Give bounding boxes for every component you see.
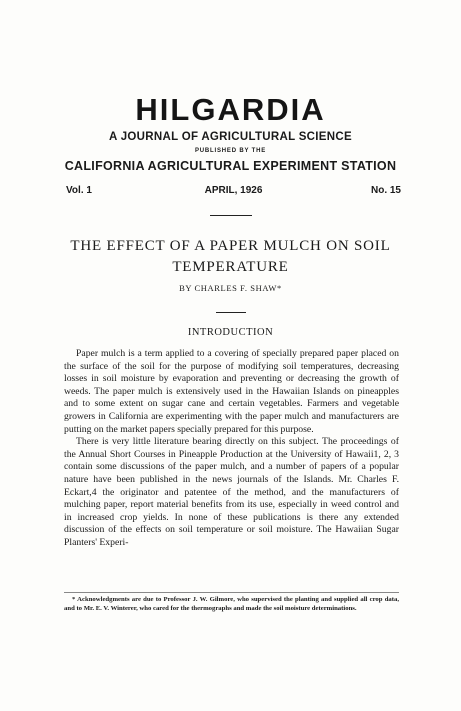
section-heading: INTRODUCTION [187, 327, 274, 338]
acknowledgment-footnote: * Acknowledgments are due to Professor J. W. Gilmore, who supervised the planting and supplied all crop data, and to Mr. E. V. Winterer, who cared for the thermographs and made the soil moisture determinations. [64, 596, 399, 612]
article-title: THE EFFECT OF A PAPER MULCH ON SOIL TEMPERATURE [70, 238, 391, 275]
journal-title: HILGARDIA [135, 92, 326, 127]
article-body [64, 348, 399, 550]
issue-date: APRIL, 1926 [204, 185, 263, 196]
article-author: BY CHARLES F. SHAW* [179, 283, 282, 293]
volume-label: Vol. 1 [66, 185, 92, 196]
journal-subtitle: A JOURNAL OF AGRICULTURAL SCIENCE [109, 131, 352, 143]
author-divider [216, 312, 246, 313]
body-paragraph: There is very little literature bearing directly on this subject. The proceedings of the Annual Short Courses in Pineapple Production at the University of Hawaii1, 2, 3 contain some discussions of the paper mulch, and a number of papers of a popular nature have been published in the news journals of the Islands. Mr. Charles F. Eckart,4 the originator and patentee of the method, and the manufacturers of mulching paper, report material benefits from its use, especially in weed control and in increased crop yields. In none of these publications is there any extended discussion of the effects on soil temperature or soil moisture. The Hawaiian Sugar Planters' Experi- [64, 436, 399, 548]
body-paragraph: Paper mulch is a term applied to a covering of specially prepared paper placed on the surface of the soil for the purpose of modifying soil temperatures, decreasing losses in soil moisture by evaporation and preventing or decreasing the growth of weeds. The paper mulch is extensively used in the Hawaiian Islands on pineapples and to some extent on sugar cane and certain vegetables. Farmers and vegetable growers in California are experimenting with the paper mulch and manufacturers are putting on the market papers specially prepared for this purpose. [64, 348, 399, 435]
footnote-divider [64, 592, 399, 593]
issue-number: No. 15 [370, 185, 401, 196]
published-by-line: PUBLISHED BY THE [194, 148, 267, 154]
header-divider [210, 215, 252, 216]
station-name: CALIFORNIA AGRICULTURAL EXPERIMENT STATION [64, 159, 397, 173]
